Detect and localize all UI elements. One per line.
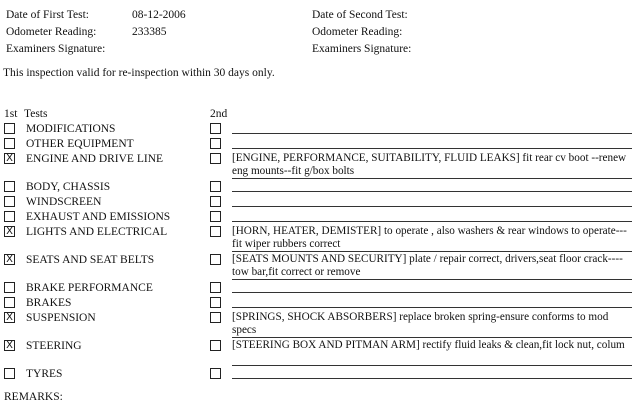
second-test-checkbox[interactable]: [210, 282, 221, 293]
note-line: [232, 292, 632, 293]
test-label: OTHER EQUIPMENT: [26, 138, 134, 150]
test-note: [SPRINGS, SHOCK ABSORBERS] replace broken spring-ensure conforms to mod specs: [232, 311, 609, 336]
column-second: 2nd: [210, 108, 228, 120]
test-label: ENGINE AND DRIVE LINE: [26, 153, 164, 165]
second-test-checkbox[interactable]: [210, 254, 221, 265]
test-label: WINDSCREEN: [26, 196, 102, 208]
first-test-checkbox[interactable]: X: [4, 340, 15, 351]
second-test-checkbox[interactable]: [210, 297, 221, 308]
test-label: BODY, CHASSIS: [26, 181, 111, 193]
test-label: TYRES: [26, 368, 63, 380]
column-first: 1st: [4, 108, 18, 120]
first-test-checkbox[interactable]: [4, 211, 15, 222]
first-test-label: Date of First Test:: [6, 9, 89, 21]
second-test-checkbox[interactable]: [210, 226, 221, 237]
test-label: STEERING: [26, 340, 82, 352]
first-test-checkbox[interactable]: [4, 123, 15, 134]
examiners-signature-label-second: Examiners Signature:: [312, 43, 412, 55]
second-test-checkbox[interactable]: [210, 181, 221, 192]
note-line: [232, 279, 632, 280]
first-test-checkbox[interactable]: X: [4, 226, 15, 237]
test-label: EXHAUST AND EMISSIONS: [26, 211, 171, 223]
test-label: SUSPENSION: [26, 312, 96, 324]
note-line: [232, 365, 632, 366]
test-note: [SEATS MOUNTS AND SECURITY] plate / repair correct, drivers,seat floor crack----tow bar,fit correct or remove: [232, 253, 623, 278]
note-line: [232, 337, 632, 338]
test-label: MODIFICATIONS: [26, 123, 116, 135]
test-label: LIGHTS AND ELECTRICAL: [26, 226, 168, 238]
second-test-label: Date of Second Test:: [312, 9, 408, 21]
note-line: [232, 378, 632, 379]
validity-note: This inspection valid for re-inspection within 30 days only.: [3, 67, 275, 79]
test-note: [ENGINE, PERFORMANCE, SUITABILITY, FLUID LEAKS] fit rear cv boot --renew eng mounts--fit g/box bolts: [232, 152, 627, 177]
second-test-checkbox[interactable]: [210, 138, 221, 149]
test-note: [STEERING BOX AND PITMAN ARM] rectify fluid leaks & clean,fit lock nut, colum: [232, 339, 625, 351]
first-test-checkbox[interactable]: [4, 297, 15, 308]
first-test-checkbox[interactable]: [4, 368, 15, 379]
odometer-value-first: 233385: [132, 26, 167, 38]
test-label: BRAKE PERFORMANCE: [26, 282, 153, 294]
first-test-checkbox[interactable]: [4, 196, 15, 207]
column-tests: Tests: [24, 108, 48, 120]
second-test-checkbox[interactable]: [210, 312, 221, 323]
note-line: [232, 221, 632, 222]
first-test-checkbox[interactable]: X: [4, 254, 15, 265]
note-line: [232, 148, 632, 149]
note-line: [232, 251, 632, 252]
remarks-label: REMARKS:: [4, 391, 63, 403]
second-test-checkbox[interactable]: [210, 211, 221, 222]
first-test-checkbox[interactable]: X: [4, 312, 15, 323]
first-test-checkbox[interactable]: X: [4, 153, 15, 164]
test-note: [HORN, HEATER, DEMISTER] to operate , also washers & rear windows to operate---fit wiper rubbers correct: [232, 225, 627, 250]
first-test-checkbox[interactable]: [4, 282, 15, 293]
note-line: [232, 191, 632, 192]
second-test-checkbox[interactable]: [210, 340, 221, 351]
note-line: [232, 206, 632, 207]
note-line: [232, 133, 632, 134]
second-test-checkbox[interactable]: [210, 153, 221, 164]
note-line: [232, 178, 632, 179]
odometer-label-first: Odometer Reading:: [6, 26, 97, 38]
test-label: SEATS AND SEAT BELTS: [26, 254, 155, 266]
first-test-checkbox[interactable]: [4, 138, 15, 149]
second-test-checkbox[interactable]: [210, 196, 221, 207]
examiners-signature-label-first: Examiners Signature:: [6, 43, 106, 55]
odometer-label-second: Odometer Reading:: [312, 26, 403, 38]
second-test-checkbox[interactable]: [210, 123, 221, 134]
first-test-date: 08-12-2006: [132, 9, 186, 21]
first-test-checkbox[interactable]: [4, 181, 15, 192]
second-test-checkbox[interactable]: [210, 368, 221, 379]
test-label: BRAKES: [26, 297, 72, 309]
note-line: [232, 307, 632, 308]
